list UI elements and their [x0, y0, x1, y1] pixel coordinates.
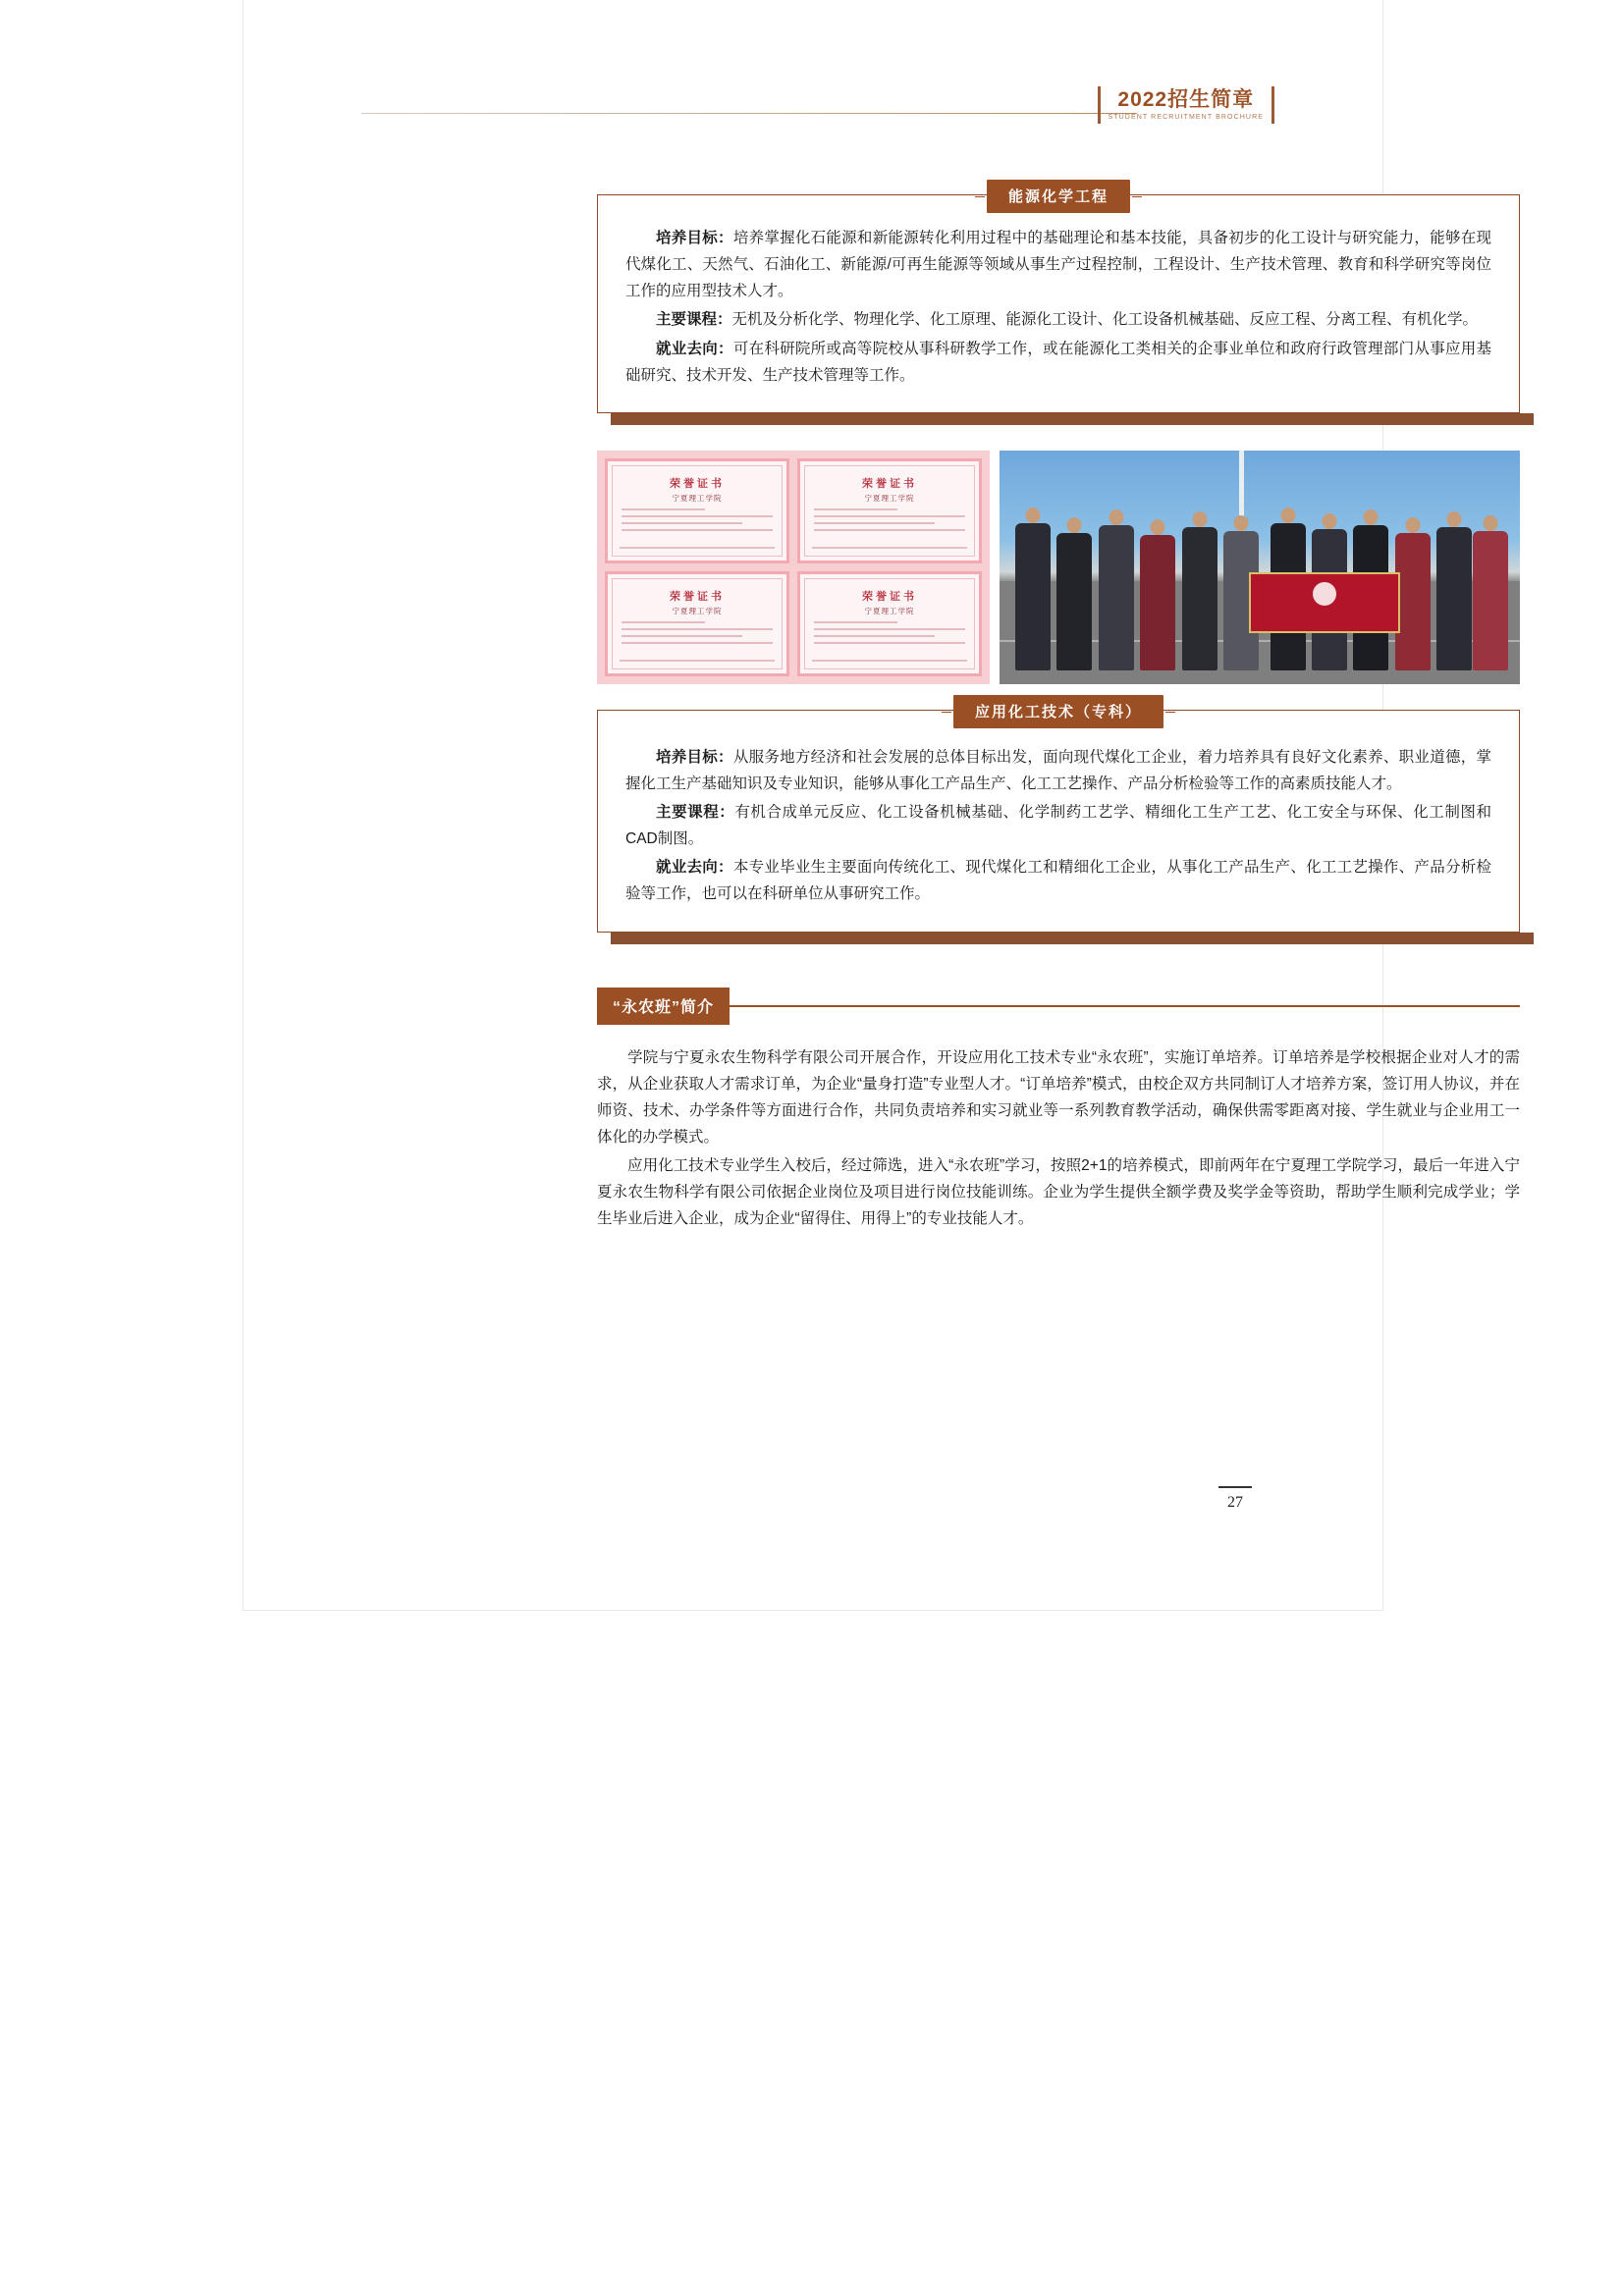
certificate-body-lines: [814, 621, 965, 649]
brochure-badge: [1098, 86, 1275, 124]
certificate-image: [797, 458, 982, 563]
certificate-title: 荣誉证书: [862, 590, 917, 603]
person: [1436, 527, 1472, 670]
paragraph-label: 就业去向：: [656, 859, 733, 877]
section-shadow-bar: [611, 933, 1534, 944]
certificate-collage: [597, 451, 990, 684]
paragraph-main-courses: [625, 306, 1491, 333]
section-title: 应用化工技术（专科）: [953, 695, 1163, 728]
paragraph-text: 培养掌握化石能源和新能源转化利用过程中的基础理论和基本技能，具备初步的化工设计与研究能力，能够在现代煤化工、天然气、石油化工、新能源/可再生能源等领域从事生产过程控制，工程设计、生产技术管理、教育和科学研究等岗位工作的应用型技术人才。: [625, 230, 1491, 300]
certificate-subtitle: 宁夏理工学院: [864, 493, 915, 503]
paragraph-text: 有机合成单元反应、化工设备机械基础、化学制药工艺学、精细化工生产工艺、化工安全与环保、化工制图和CAD制图。: [625, 804, 1491, 848]
certificate-subtitle: 宁夏理工学院: [864, 606, 915, 615]
certificate-image: [605, 458, 789, 563]
badge-bar-left: [1098, 86, 1101, 124]
paragraph-text: 无机及分析化学、物理化学、化工原理、能源化工设计、化工设备机械基础、反应工程、分离工程、有机化学。: [731, 311, 1479, 329]
paragraph-employment: [625, 854, 1491, 907]
certificate-image: [797, 571, 982, 676]
paragraph-employment: [625, 336, 1491, 389]
section-shadow-bar: [611, 413, 1534, 425]
page-number-rule: [1218, 1486, 1252, 1488]
yongnong-class-section: [597, 988, 1520, 1233]
major-section-energy-chemical: [597, 188, 1520, 413]
certificate-body-lines: [622, 621, 773, 649]
page-content: [597, 188, 1520, 1234]
page-number: [1206, 1486, 1265, 1512]
paragraph-main-courses: [625, 799, 1491, 852]
yongnong-title: “永农班”简介: [597, 988, 730, 1025]
certificate-title: 荣誉证书: [670, 477, 725, 490]
paragraph-training-objective: [625, 225, 1491, 304]
yongnong-heading: [597, 988, 1520, 1025]
certificate-body-lines: [814, 508, 965, 536]
paragraph-label: 培养目标：: [656, 748, 733, 766]
yongnong-divider: [730, 1005, 1520, 1007]
certificate-title: 荣誉证书: [862, 477, 917, 490]
certificate-image: [605, 571, 789, 676]
certificate-subtitle: 宁夏理工学院: [672, 606, 723, 615]
person: [1140, 535, 1175, 670]
person: [1015, 523, 1051, 670]
paragraph-label: 培养目标：: [656, 230, 733, 246]
yongnong-paragraph-2: 应用化工技术专业学生入校后，经过筛选，进入“永农班”学习，按照2+1的培养模式，即前两年在宁夏理工学院学习，最后一年进入宁夏永农生物科学有限公司依据企业岗位及项目进行岗位技能训练。企业为学生提供全额学费及奖学金等资助，帮助学生顺利完成学业；学生毕业后进入企业，成为企业“留得住、用得上”的专业技能人才。: [597, 1157, 1520, 1228]
person: [1099, 525, 1134, 670]
certificate-footer-line: [620, 660, 775, 662]
photo-strip: [597, 451, 1520, 684]
person: [1056, 533, 1092, 670]
badge-subtitle: STUDENT RECRUITMENT BROCHURE: [1108, 114, 1264, 121]
page-number-text: 27: [1227, 1494, 1243, 1511]
person: [1473, 531, 1508, 670]
team-banner: [1249, 572, 1400, 633]
paragraph-text: 本专业毕业生主要面向传统化工、现代煤化工和精细化工企业，从事化工产品生产、化工工艺操作、产品分析检验等工作，也可以在科研单位从事研究工作。: [625, 859, 1491, 903]
certificate-footer-line: [812, 547, 967, 549]
person: [1182, 527, 1217, 670]
major-section-applied-chemical: [597, 703, 1520, 933]
team-photo: [1000, 451, 1520, 684]
yongnong-paragraph-1: 学院与宁夏永农生物科学有限公司开展合作，开设应用化工技术专业“永农班”，实施订单培养。订单培养是学校根据企业对人才的需求，从企业获取人才需求订单，为企业“量身打造”专业型人才。“订单培养”模式，由校企双方共同制订人才培养方案，签订用人协议，并在师资、技术、办学条件等方面进行合作，共同负责培养和实习就业等一系列教育教学活动，确保供需零距离对接、学生就业与企业用工一体化的办学模式。: [597, 1048, 1520, 1146]
paragraph-label: 就业去向：: [656, 340, 733, 357]
paragraph-text: 从服务地方经济和社会发展的总体目标出发，面向现代煤化工企业，着力培养具有良好文化素养、职业道德，掌握化工生产基础知识及专业知识，能够从事化工产品生产、化工工艺操作、产品分析检验等工作的高素质技能人才。: [625, 748, 1491, 792]
paragraph-label: 主要课程：: [656, 311, 732, 329]
section-title: 能源化学工程: [987, 180, 1130, 213]
badge-title: 2022招生简章: [1117, 88, 1255, 111]
badge-bar-right: [1271, 86, 1274, 124]
document-page: [243, 0, 1520, 1610]
certificate-subtitle: 宁夏理工学院: [672, 493, 723, 503]
certificate-footer-line: [812, 660, 967, 662]
paragraph-label: 主要课程：: [656, 804, 735, 821]
page-header: [361, 86, 1274, 135]
header-divider: [361, 113, 1137, 114]
certificate-title: 荣誉证书: [670, 590, 725, 603]
paragraph-training-objective: [625, 744, 1491, 797]
certificate-footer-line: [620, 547, 775, 549]
certificate-body-lines: [622, 508, 773, 536]
paragraph-text: 可在科研院所或高等院校从事科研教学工作，或在能源化工类相关的企事业单位和政府行政管理部门从事应用基础研究、技术开发、生产技术管理等工作。: [625, 340, 1491, 384]
